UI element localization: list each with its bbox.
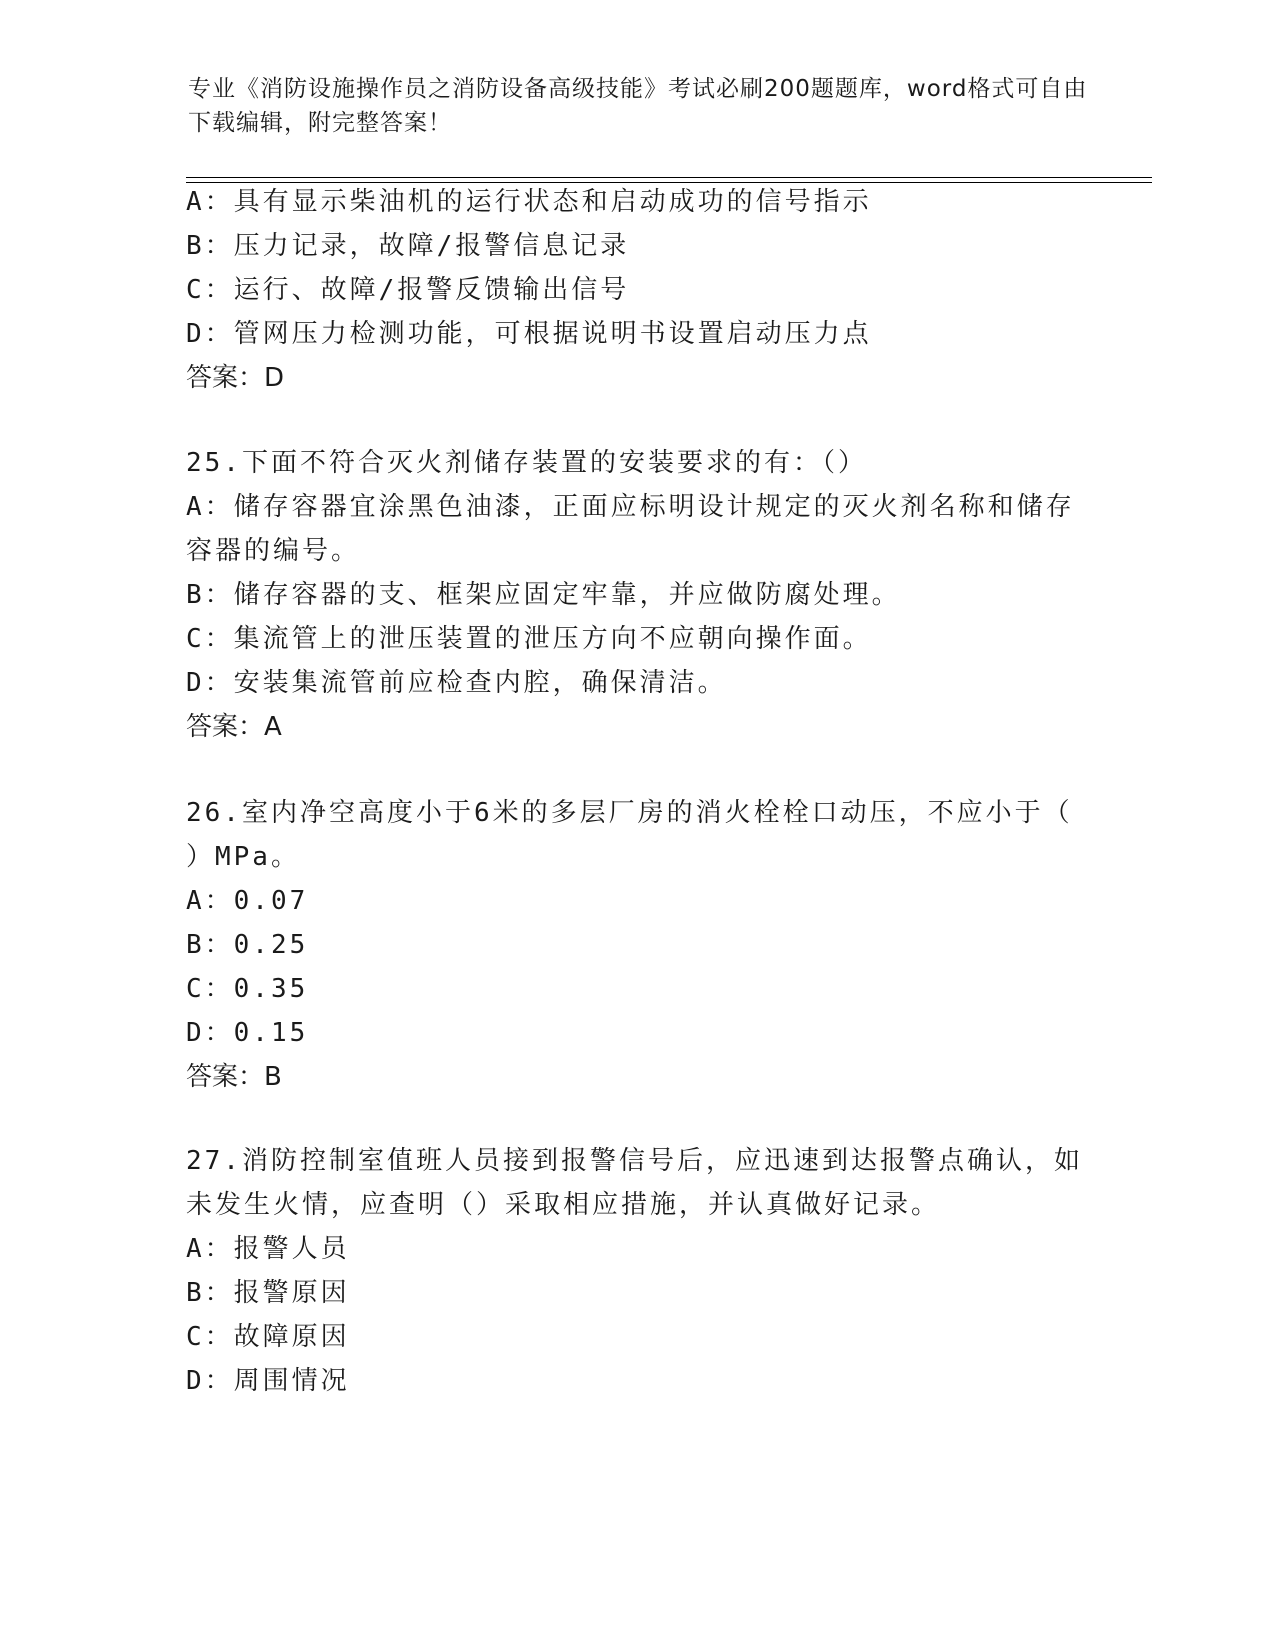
option-c: C：集流管上的泄压装置的泄压方向不应朝向操作面。: [186, 624, 872, 654]
option-a-continued: 容器的编号。: [186, 536, 361, 566]
option-b: B：压力记录，故障/报警信息记录: [186, 231, 630, 261]
answer-label: 答案：B: [186, 1062, 282, 1092]
option-d: D：安装集流管前应检查内腔，确保清洁。: [186, 668, 727, 698]
header-divider: [186, 177, 1152, 178]
option-a: A：具有显示柴油机的运行状态和启动成功的信号指示: [186, 187, 872, 217]
option-d: D：0.15: [186, 1018, 309, 1048]
option-a: A：储存容器宜涂黑色油漆，正面应标明设计规定的灭火剂名称和储存: [186, 492, 1075, 522]
document-header: 专业《消防设施操作员之消防设备高级技能》考试必刷200题题库，word格式可自由下载编辑，附完整答案！: [188, 76, 1088, 136]
answer-label: 答案：D: [186, 363, 285, 393]
option-a: A：报警人员: [186, 1234, 350, 1264]
option-c: C：故障原因: [186, 1322, 350, 1352]
option-b: B：0.25: [186, 930, 309, 960]
option-a: A：0.07: [186, 886, 309, 916]
question-stem: 26.室内净空高度小于6米的多层厂房的消火栓栓口动压，不应小于（: [186, 798, 1073, 828]
header-divider-second: [186, 182, 1152, 183]
option-d: D：周围情况: [186, 1366, 350, 1396]
option-b: B：储存容器的支、框架应固定牢靠，并应做防腐处理。: [186, 580, 901, 610]
option-d: D：管网压力检测功能，可根据说明书设置启动压力点: [186, 319, 872, 349]
option-c: C：运行、故障/报警反馈输出信号: [186, 275, 630, 305]
question-stem: 25.下面不符合灭火剂储存装置的安装要求的有：（）: [186, 448, 867, 478]
question-stem-continued: 未发生火情，应查明（）采取相应措施，并认真做好记录。: [186, 1190, 941, 1220]
question-stem: 27.消防控制室值班人员接到报警信号后，应迅速到达报警点确认，如: [186, 1146, 1083, 1176]
answer-label: 答案：A: [186, 712, 282, 742]
question-stem-continued: ）MPa。: [186, 842, 300, 872]
option-c: C：0.35: [186, 974, 309, 1004]
option-b: B：报警原因: [186, 1278, 350, 1308]
